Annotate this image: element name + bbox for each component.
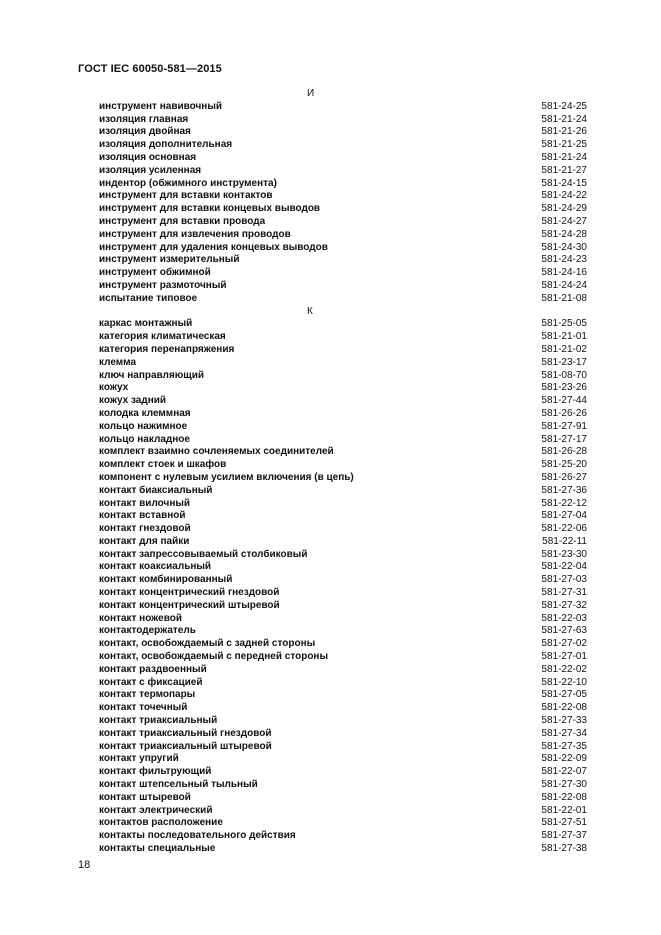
term-label: инструмент для вставки провода <box>99 215 266 227</box>
term-label: контактов расположение <box>99 817 223 829</box>
term-code: 581-24-28 <box>541 228 587 240</box>
section-letter: И <box>307 88 315 99</box>
term-code: 581-27-36 <box>541 484 587 496</box>
index-entry <box>0 229 661 242</box>
term-label: инструмент для вставки контактов <box>99 190 273 202</box>
index-entry <box>0 203 661 216</box>
term-code: 581-25-20 <box>541 459 587 471</box>
term-code: 581-23-17 <box>541 356 587 368</box>
term-code: 581-24-23 <box>541 254 587 266</box>
term-label: комплект взаимно сочленяемых соединителей <box>99 446 334 458</box>
term-code: 581-22-06 <box>541 523 587 535</box>
index-entry <box>0 280 661 293</box>
index-entry <box>0 805 661 818</box>
index-entry <box>0 485 661 498</box>
index-entry <box>0 830 661 843</box>
term-code: 581-27-91 <box>541 420 587 432</box>
term-label: категория перенапряжения <box>99 343 235 355</box>
index-entry <box>0 242 661 255</box>
term-label: инструмент навивочный <box>99 100 223 112</box>
term-label: инструмент измерительный <box>99 254 240 266</box>
term-label: инструмент для удаления концевых выводов <box>99 241 328 253</box>
term-code: 581-21-27 <box>541 164 587 176</box>
term-label: контакт триаксиальный штыревой <box>99 740 272 752</box>
term-label: индентор (обжимного инструмента) <box>99 177 277 189</box>
term-code: 581-24-24 <box>541 279 587 291</box>
term-code: 581-24-29 <box>541 203 587 215</box>
index-entry <box>0 651 661 664</box>
index-entry <box>0 664 661 677</box>
term-code: 581-27-30 <box>541 779 587 791</box>
index-entry <box>0 459 661 472</box>
term-label: изоляция основная <box>99 151 197 163</box>
index-entry <box>0 625 661 638</box>
term-label: кольцо нажимное <box>99 420 188 432</box>
index-entry <box>0 472 661 485</box>
term-label: контакт триаксиальный гнездовой <box>99 727 272 739</box>
term-label: контакт коаксиальный <box>99 561 212 573</box>
term-label: контакт термопары <box>99 689 196 701</box>
term-label: кольцо накладное <box>99 433 190 445</box>
index-entry <box>0 587 661 600</box>
term-code: 581-22-10 <box>541 676 587 688</box>
index-entry <box>0 395 661 408</box>
term-code: 581-26-28 <box>541 446 587 458</box>
term-code: 581-27-34 <box>541 727 587 739</box>
index-entry <box>0 344 661 357</box>
term-label: контакт концентрический штыревой <box>99 599 280 611</box>
term-label: каркас монтажный <box>99 318 193 330</box>
term-code: 581-22-03 <box>541 612 587 624</box>
term-code: 581-21-01 <box>541 331 587 343</box>
index-entry <box>0 638 661 651</box>
index-entry <box>0 357 661 370</box>
term-code: 581-22-09 <box>541 753 587 765</box>
term-label: кожух задний <box>99 395 167 407</box>
term-label: инструмент обжимной <box>99 267 211 279</box>
index-entry <box>0 434 661 447</box>
index-entry <box>0 677 661 690</box>
index-entry <box>0 728 661 741</box>
term-label: контакт, освобождаемый с передней стороны <box>99 651 329 663</box>
term-code: 581-27-33 <box>541 715 587 727</box>
index-entry <box>0 549 661 562</box>
term-label: колодка клеммная <box>99 407 191 419</box>
term-label: контакт триаксиальный <box>99 715 218 727</box>
term-code: 581-22-04 <box>541 561 587 573</box>
index-entry <box>0 254 661 267</box>
index-entry <box>0 421 661 434</box>
index-entry <box>0 817 661 830</box>
index-entry <box>0 190 661 203</box>
index-entry <box>0 561 661 574</box>
term-code: 581-22-11 <box>542 535 587 547</box>
index-entry <box>0 446 661 459</box>
index-entry <box>0 843 661 856</box>
term-label: изоляция главная <box>99 113 189 125</box>
term-code: 581-21-26 <box>541 126 587 138</box>
index-entry <box>0 574 661 587</box>
term-code: 581-27-03 <box>541 574 587 586</box>
term-label: контакт штыревой <box>99 791 191 803</box>
index-entry <box>0 510 661 523</box>
term-label: контакт фильтрующий <box>99 766 212 778</box>
term-label: контактодержатель <box>99 625 196 637</box>
term-code: 581-22-08 <box>541 791 587 803</box>
term-code: 581-24-15 <box>541 177 587 189</box>
term-label: контакт комбинированный <box>99 574 233 586</box>
page-number: 18 <box>78 859 91 871</box>
term-label: контакты последовательного действия <box>99 830 296 842</box>
term-code: 581-27-31 <box>541 587 587 599</box>
term-label: испытание типовое <box>99 292 198 304</box>
term-label: изоляция дополнительная <box>99 139 233 151</box>
term-code: 581-27-17 <box>541 433 587 445</box>
index-entry <box>0 331 661 344</box>
term-label: контакты специальные <box>99 843 216 855</box>
term-code: 581-27-32 <box>541 599 587 611</box>
term-label: клемма <box>99 356 137 368</box>
term-label: инструмент размоточный <box>99 279 227 291</box>
term-label: контакт с фиксацией <box>99 676 203 688</box>
term-code: 581-21-24 <box>541 113 587 125</box>
term-label: контакт запрессовываемый столбиковый <box>99 548 308 560</box>
term-code: 581-23-26 <box>541 382 587 394</box>
index-entry <box>0 318 661 331</box>
index-entry <box>0 178 661 191</box>
term-code: 581-27-02 <box>541 638 587 650</box>
index-entry <box>0 600 661 613</box>
term-label: инструмент для вставки концевых выводов <box>99 203 321 215</box>
index-entry <box>0 702 661 715</box>
index-entry <box>0 165 661 178</box>
term-code: 581-22-07 <box>541 766 587 778</box>
term-label: контакт концентрический гнездовой <box>99 587 280 599</box>
term-code: 581-27-37 <box>541 830 587 842</box>
term-code: 581-22-02 <box>541 663 587 675</box>
term-code: 581-24-16 <box>541 267 587 279</box>
term-label: контакт для пайки <box>99 535 190 547</box>
section-letter: К <box>307 305 313 317</box>
term-code: 581-24-22 <box>541 190 587 202</box>
term-code: 581-27-63 <box>541 625 587 637</box>
index-entry <box>0 498 661 511</box>
term-label: контакт гнездовой <box>99 523 191 535</box>
term-label: контакт штепсельный тыльный <box>99 779 258 791</box>
term-code: 581-27-44 <box>541 395 587 407</box>
term-code: 581-27-01 <box>541 651 587 663</box>
index-entry <box>0 382 661 395</box>
term-label: контакт ножевой <box>99 612 182 624</box>
term-label: контакт, освобождаемый с задней стороны <box>99 638 316 650</box>
term-code: 581-22-01 <box>541 804 587 816</box>
index-entry <box>0 753 661 766</box>
term-code: 581-24-27 <box>541 215 587 227</box>
index-entry <box>0 689 661 702</box>
term-code: 581-22-08 <box>541 702 587 714</box>
term-code: 581-24-30 <box>541 241 587 253</box>
term-code: 581-23-30 <box>541 548 587 560</box>
index-entry <box>0 101 661 114</box>
index-entry <box>0 536 661 549</box>
term-code: 581-08-70 <box>541 369 587 381</box>
term-label: изоляция двойная <box>99 126 191 138</box>
term-label: контакт вставной <box>99 510 186 522</box>
term-label: контакт биаксиальный <box>99 484 213 496</box>
term-code: 581-26-26 <box>541 407 587 419</box>
index-entry <box>0 792 661 805</box>
term-code: 581-25-05 <box>541 318 587 330</box>
term-label: категория климатическая <box>99 331 226 343</box>
index-entry <box>0 523 661 536</box>
index-entry <box>0 715 661 728</box>
term-label: компонент с нулевым усилием включения (в цепь) <box>99 471 354 483</box>
index-entry <box>0 766 661 779</box>
term-label: контакт электрический <box>99 804 213 816</box>
term-label: ключ направляющий <box>99 369 205 381</box>
index-entry <box>0 370 661 383</box>
index-entry <box>0 779 661 792</box>
term-code: 581-24-25 <box>541 100 587 112</box>
index-entry <box>0 114 661 127</box>
term-code: 581-27-04 <box>541 510 587 522</box>
term-code: 581-26-27 <box>541 471 587 483</box>
term-label: контакт точечный <box>99 702 188 714</box>
term-label: контакт раздвоенный <box>99 663 207 675</box>
term-label: комплект стоек и шкафов <box>99 459 227 471</box>
term-code: 581-21-25 <box>541 139 587 151</box>
index-entry <box>0 216 661 229</box>
term-label: изоляция усиленная <box>99 164 202 176</box>
term-label: контакт упругий <box>99 753 179 765</box>
index-entry <box>0 613 661 626</box>
index-entry <box>0 139 661 152</box>
index-entry <box>0 741 661 754</box>
term-label: кожух <box>99 382 129 394</box>
index-entry <box>0 267 661 280</box>
term-code: 581-21-24 <box>541 151 587 163</box>
term-code: 581-27-38 <box>541 843 587 855</box>
index-entry <box>0 408 661 421</box>
term-label: инструмент для извлечения проводов <box>99 228 291 240</box>
term-code: 581-21-08 <box>541 292 587 304</box>
term-index <box>0 88 661 856</box>
term-code: 581-21-02 <box>541 343 587 355</box>
term-code: 581-22-12 <box>541 497 587 509</box>
term-code: 581-27-51 <box>541 817 587 829</box>
index-entry <box>0 293 661 306</box>
term-label: контакт вилочный <box>99 497 191 509</box>
document-header: ГОСТ IEC 60050-581—2015 <box>78 63 222 75</box>
term-code: 581-27-05 <box>541 689 587 701</box>
index-entry <box>0 152 661 165</box>
term-code: 581-27-35 <box>541 740 587 752</box>
index-entry <box>0 126 661 139</box>
